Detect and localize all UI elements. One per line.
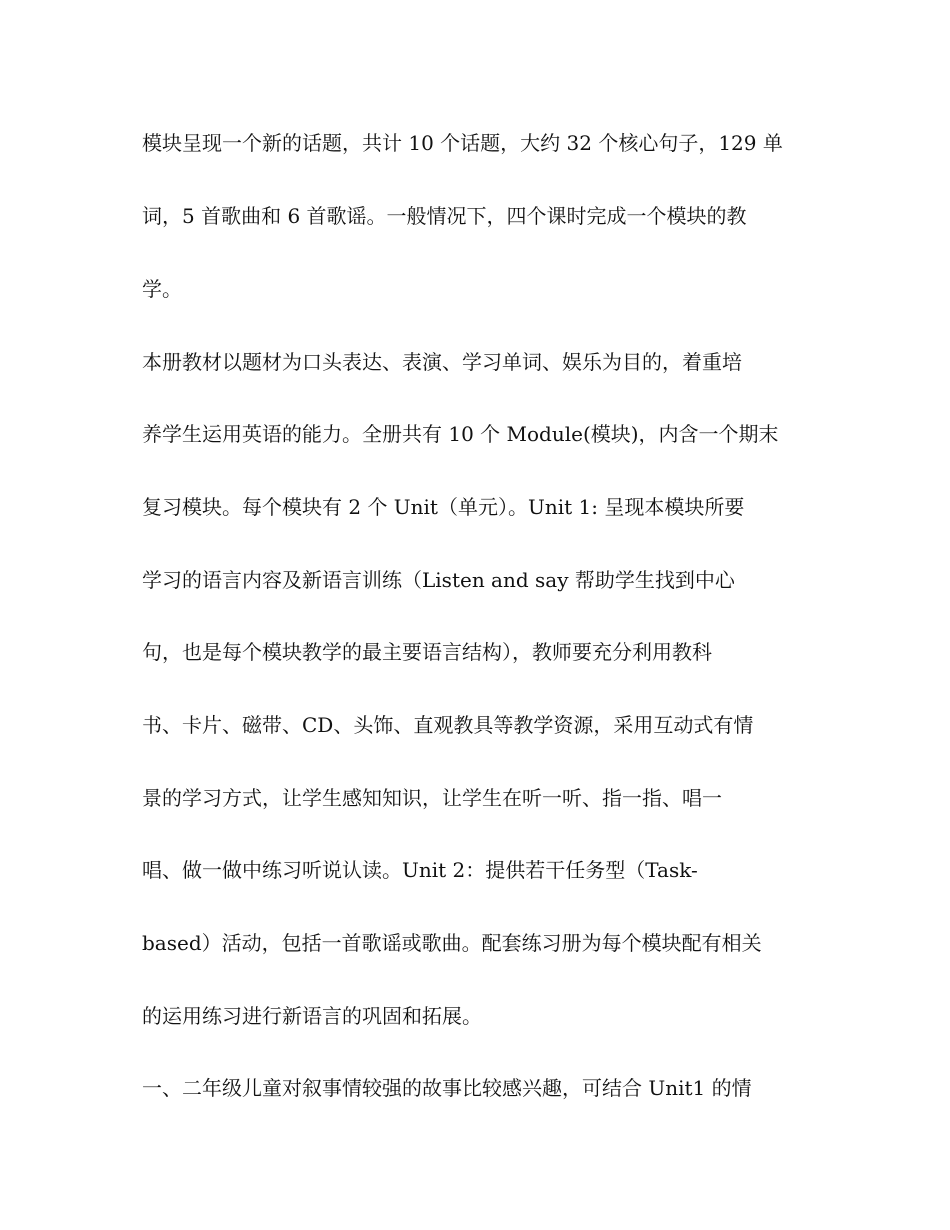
text-line: 一、二年级儿童对叙事情较强的故事比较感兴趣，可结合 Unit1 的情 bbox=[142, 1076, 752, 1100]
text-line: 书、卡片、磁带、CD、头饰、直观教具等教学资源，采用互动式有情 bbox=[142, 713, 754, 737]
text-line: 模块呈现一个新的话题，共计 10 个话题，大约 32 个核心句子，129 单 bbox=[142, 131, 783, 155]
text-line: 学习的语言内容及新语言训练（Listen and say 帮助学生找到中心 bbox=[142, 568, 735, 592]
text-line: 唱、做一做中练习听说认读。Unit 2：提供若干任务型（Task- bbox=[142, 858, 698, 882]
text-line: 养学生运用英语的能力。全册共有 10 个 Module(模块)，内含一个期末 bbox=[142, 422, 779, 446]
text-line: 词，5 首歌曲和 6 首歌谣。一般情况下，四个课时完成一个模块的教 bbox=[142, 204, 747, 228]
text-line: 本册教材以题材为口头表达、表演、学习单词、娱乐为目的，着重培 bbox=[142, 350, 742, 374]
text-line: 复习模块。每个模块有 2 个 Unit（单元）。Unit 1: 呈现本模块所要 bbox=[142, 495, 745, 519]
text-line: 学。 bbox=[142, 277, 182, 301]
text-line: 句，也是每个模块教学的最主要语言结构），教师要充分利用教科 bbox=[142, 640, 712, 664]
text-line: based）活动，包括一首歌谣或歌曲。配套练习册为每个模块配有相关 bbox=[142, 931, 762, 955]
text-line: 景的学习方式，让学生感知知识，让学生在听一听、指一指、唱一 bbox=[142, 786, 722, 810]
text-line: 的运用练习进行新语言的巩固和拓展。 bbox=[142, 1004, 482, 1028]
